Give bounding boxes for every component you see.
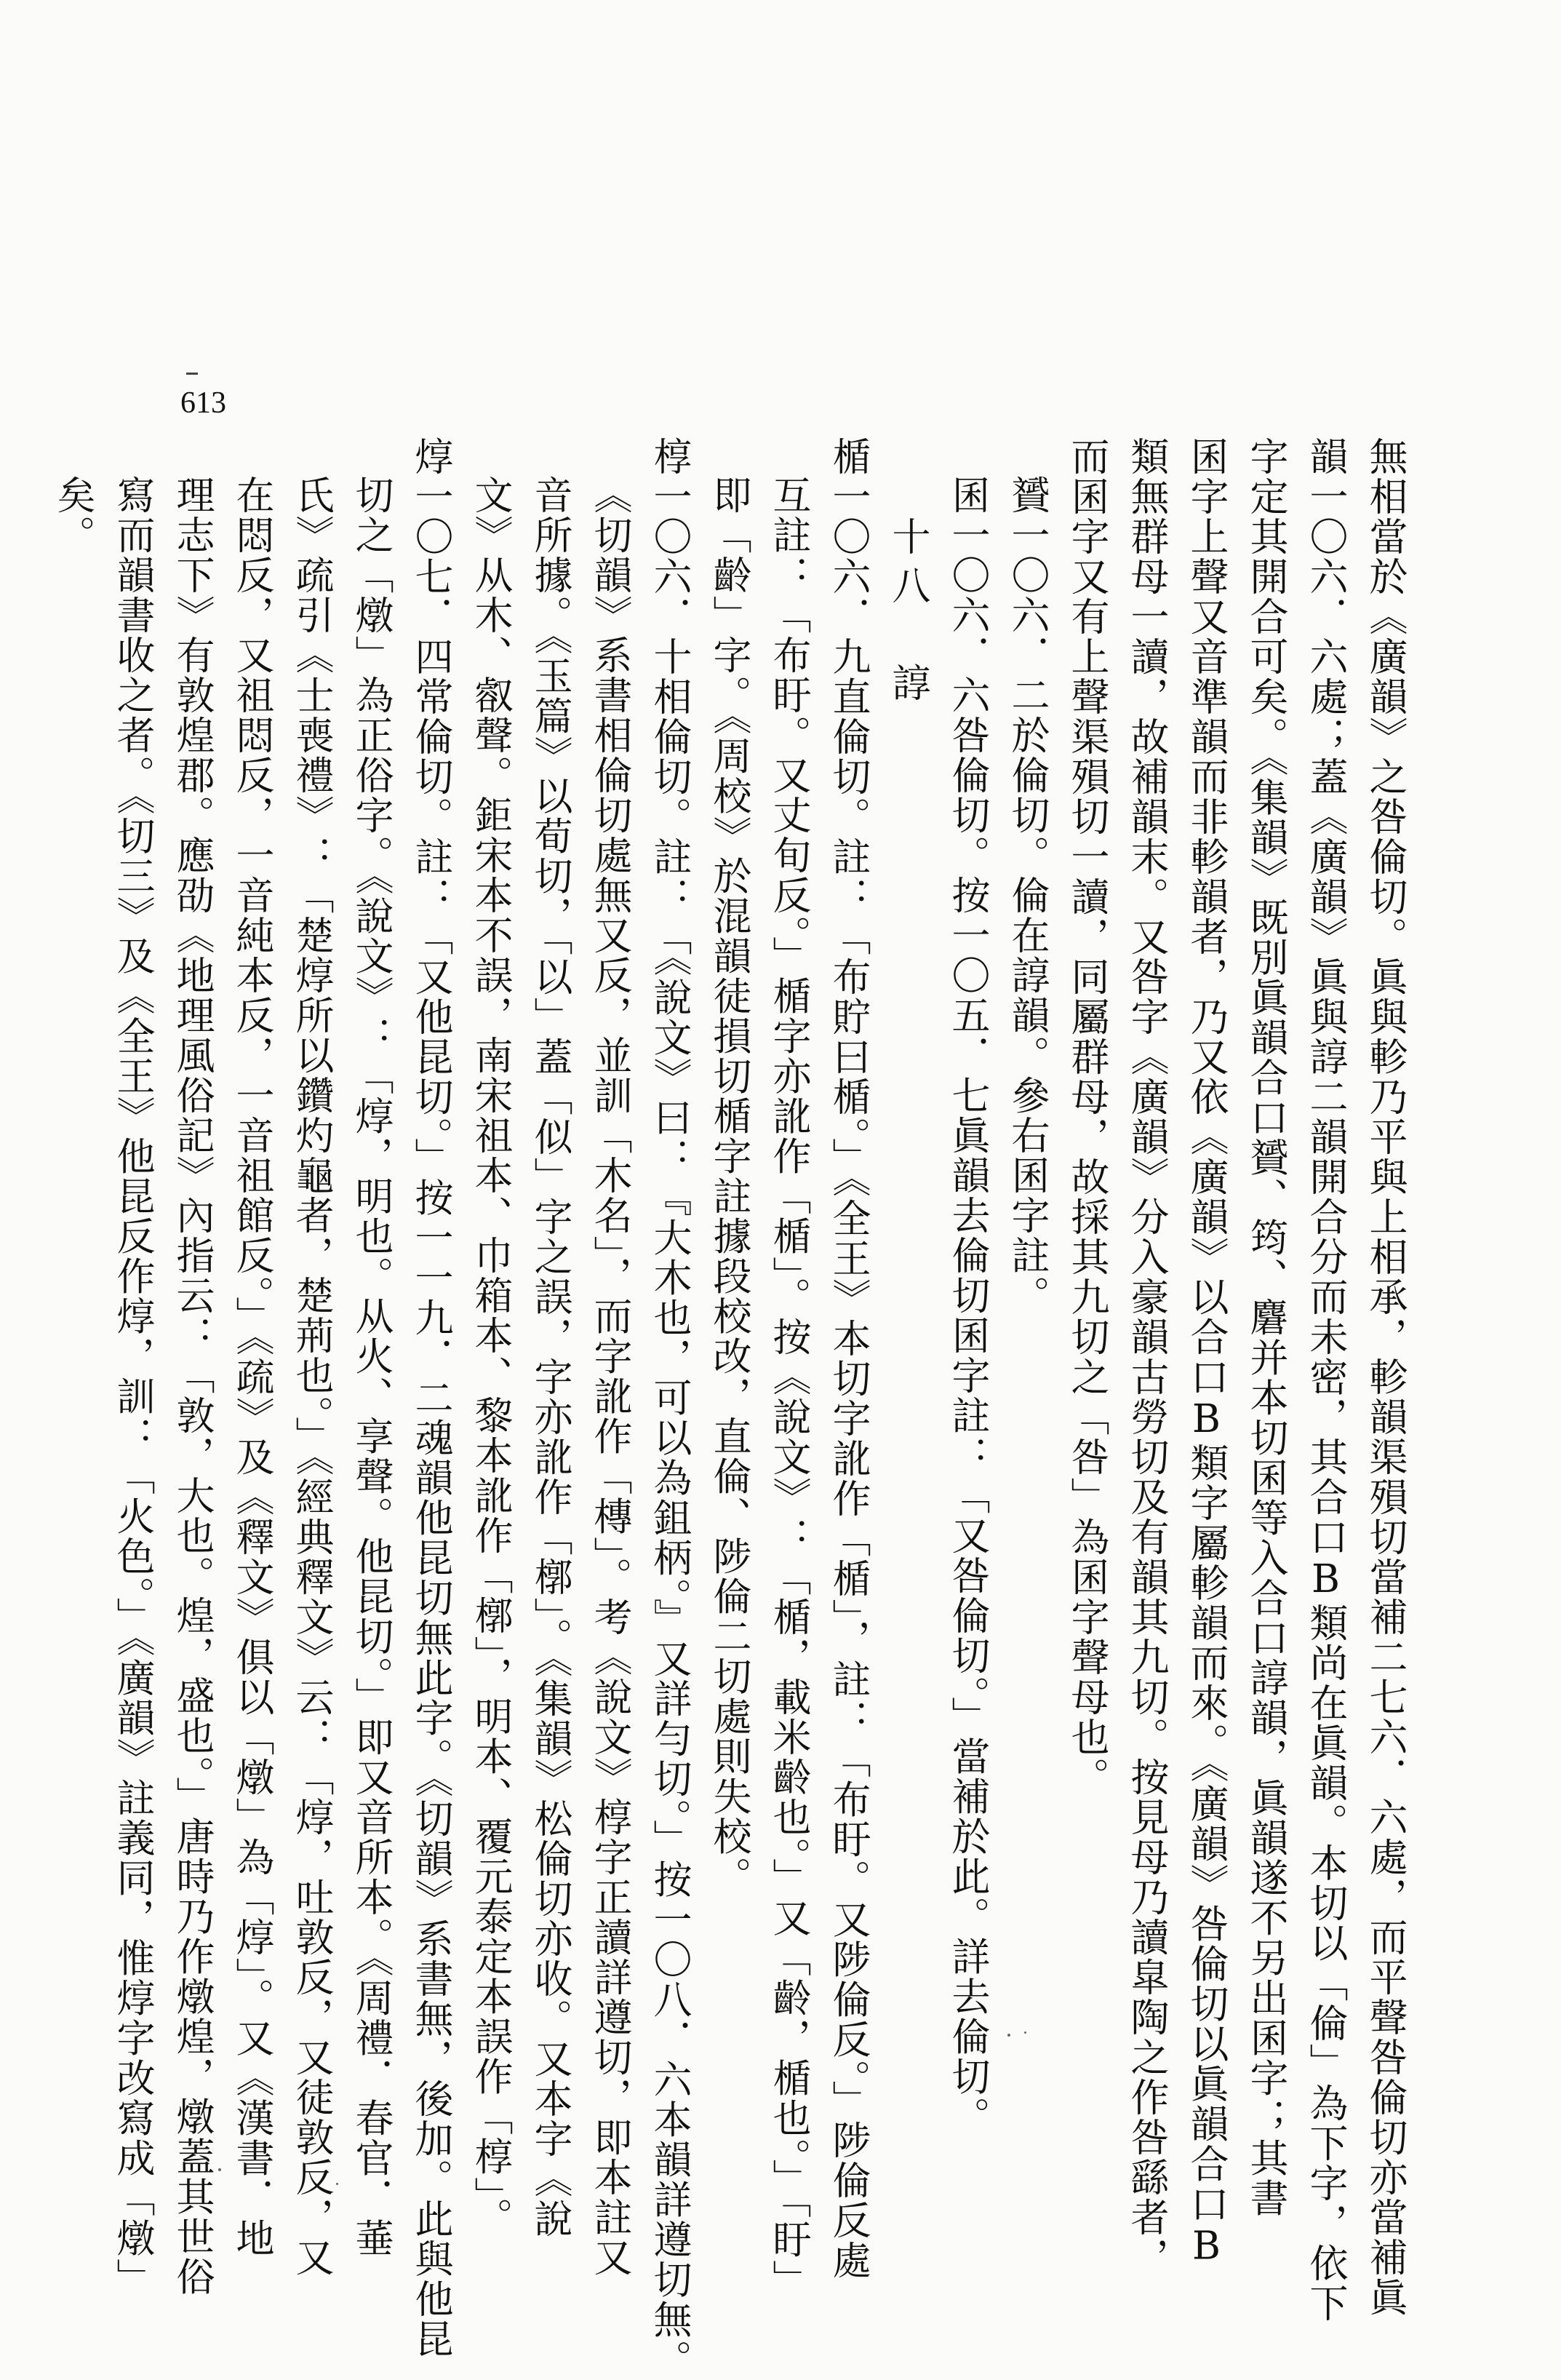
entry-column: 楯一〇六．九直倫切。註：「布貯曰楯。」《全王》本切字訛作「楯」，註：「布盱。又陟倫反。」陟倫反處 xyxy=(826,437,871,2280)
page-number: 613 xyxy=(180,386,226,420)
text-column: 理志下》有敦煌郡。應劭《地理風俗記》內指云：「敦，大也。煌，盛也。」唐時乃作燉煌，燉蓋其世俗 xyxy=(170,475,215,2297)
text-column: 氏》疏引《士喪禮》：「楚焞所以鑽灼龜者，楚荊也。」《經典釋文》云：「焞，吐敦反，又徒敦反，又 xyxy=(290,475,334,2277)
text-column: 無相當於《廣韻》之咎倫切。眞與軫乃平與上相承，軫韻渠殞切當補二七六．六處，而平聲咎倫切亦當補眞 xyxy=(1363,437,1408,2317)
text-column: 音所據。《玉篇》以荀切，「以」蓋「似」字之誤，字亦訛作「槨」。《集韻》松倫切亦收。又本字《說 xyxy=(528,475,572,2239)
text-column: 字定其開合可矣。《集韻》既別眞韻合口贇、筠、麏并本切囷等入合口諄韻，眞韻遂不另出囷字；其書 xyxy=(1244,437,1288,2218)
text-column: 互註：「布盱。又丈旬反。」楯字亦訛作「楯」。按《說文》：「楯，載米齡也。」又「齡，楯也。」「盱」 xyxy=(767,475,811,2300)
text-column: 矣。 xyxy=(51,475,95,555)
text-column: 切之「燉」為正俗字。《說文》：「焞，明也。从火、享聲。他昆切。」即又音所本。《周禮．春官．菙 xyxy=(349,475,394,2258)
scan-speck xyxy=(1024,2031,1026,2034)
entry-column: 贇一〇六．二於倫切。倫在諄韻。參右囷字註。 xyxy=(1005,475,1050,1316)
text-column: 寫而韻書收之者。《切三》及《全王》他昆反作焞，訓：「火色。」《廣韻》註義同，惟焞字改寫成「燉」 xyxy=(111,475,155,2299)
text-column: 文》从木、㕡聲。鉅宋本不誤，南宋祖本、巾箱本、黎本訛作「槨」，明本、覆元泰定本誤作「椁」。 xyxy=(468,475,513,2237)
entry-column: 囷一〇六．六咎倫切。按一〇五．七眞韻去倫切囷字註：「又咎倫切。」當補於此。詳去倫切。 xyxy=(946,475,990,2137)
scan-speck xyxy=(1007,2034,1010,2037)
entry-column: 焞一〇七．四常倫切。註：「又他昆切。」按一一九．二魂韻他昆切無此字。《切韻》系書無，後加。此與他昆 xyxy=(409,437,453,2359)
text-column: 在悶反，又祖悶反，一音純本反，一音祖館反。」《疏》及《釋文》俱以「燉」為「焞」。又《漢書．地 xyxy=(230,475,274,2258)
text-column: 《切韻》系書相倫切處無又反，並訓「木名」，而字訛作「槫」。考《說文》椁字正讀詳遵切，即本註又 xyxy=(588,475,632,2277)
scan-speck xyxy=(336,2183,338,2185)
text-column: 韻一〇六．六處；蓋《廣韻》眞與諄二韻開合分而未密，其合口B類尚在眞韻。本切以「倫」為下字，依下 xyxy=(1304,437,1348,2323)
text-column: 即「齡」字。《周校》於混韻徒損切楯字註據段校改，直倫、陟倫二切處則失校。 xyxy=(707,475,751,1897)
page-number-mark xyxy=(186,373,198,375)
section-heading: 十八 諄 xyxy=(886,517,930,712)
text-column: 囷字上聲又音準韻而非軫韻者，乃又依《廣韻》以合口B類字屬軫韻而來。《廣韻》咎倫切以眞韻合口B xyxy=(1184,437,1229,2270)
vertical-text-body xyxy=(51,437,1415,2380)
text-column: 而囷字又有上聲渠殞切一讀，同屬群母，故採其九切之「咎」為囷字聲母也。 xyxy=(1065,437,1109,1797)
entry-column: 椁一〇六．十相倫切。註：「《說文》曰：『大木也，可以為鉏柄。』又詳勻切。」按一〇八．六本韻詳遵切無。 xyxy=(647,437,692,2380)
scan-speck xyxy=(218,2168,221,2171)
text-column: 類無群母一讀，故補韻末。又咎字《廣韻》分入豪韻古勞切及有韻其九切。按見母乃讀皐陶之作咎繇者， xyxy=(1125,437,1169,2277)
